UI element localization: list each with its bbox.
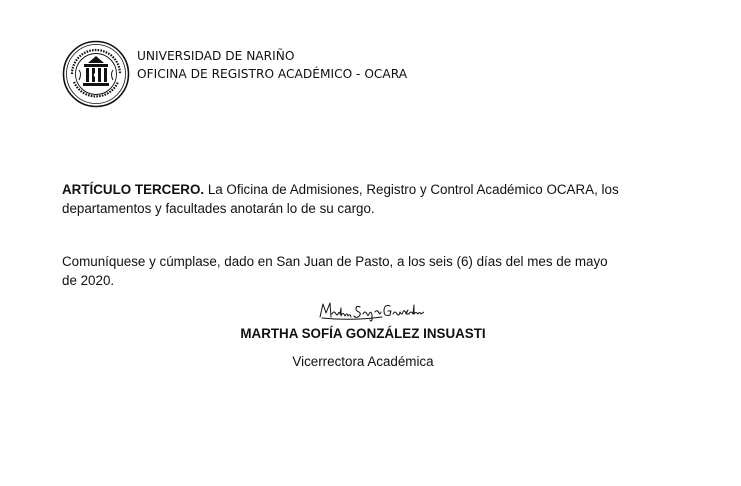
closing-paragraph (62, 252, 692, 290)
handwritten-signature (318, 298, 424, 322)
signature-block (0, 298, 741, 378)
header-text (137, 47, 537, 83)
institution-name: UNIVERSIDAD DE NARIÑO (137, 49, 295, 63)
university-seal-icon (62, 40, 130, 108)
article-text: La Oficina de Admisiones, Registro y Control Académico OCARA, los (204, 182, 619, 197)
closing-line-1: Comuníquese y cúmplase, dado en San Juan de Pasto, a los seis (6) días del mes de mayo (62, 254, 608, 269)
article-heading: ARTÍCULO TERCERO. (62, 182, 205, 197)
closing-line-2: de 2020. (62, 273, 115, 288)
article-line-1 (62, 180, 692, 199)
signer-name: MARTHA SOFÍA GONZÁLEZ INSUASTI (240, 326, 486, 341)
signer-role: Vicerrectora Académica (292, 354, 434, 369)
article-line-2: departamentos y facultades anotarán lo de su cargo. (62, 201, 375, 216)
office-name: OFICINA DE REGISTRO ACADÉMICO - OCARA (137, 67, 408, 81)
article-paragraph (62, 180, 692, 218)
